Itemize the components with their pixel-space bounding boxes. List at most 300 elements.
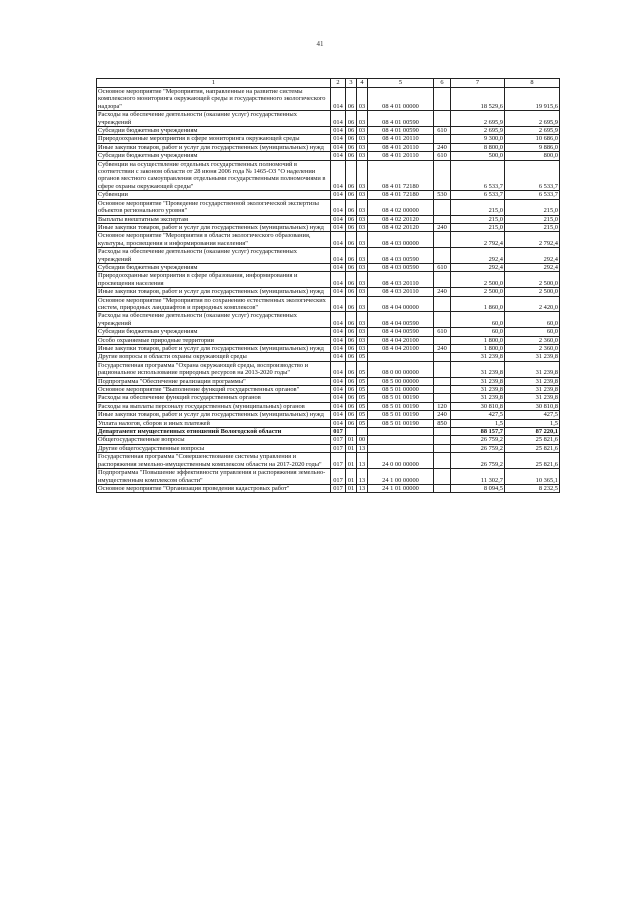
amount-year-2: 19 915,6 <box>505 88 560 111</box>
amount-year-1: 2 500,0 <box>451 288 505 296</box>
subsection-code: 03 <box>357 160 368 191</box>
section-code: 06 <box>346 312 357 328</box>
amount-year-2: 31 239,8 <box>505 353 560 361</box>
section-code: 06 <box>346 88 357 111</box>
subsection-code: 03 <box>357 328 368 336</box>
row-name: Субсидии бюджетным учреждениям <box>97 263 331 271</box>
amount-year-1: 6 533,7 <box>451 191 505 199</box>
row-name: Другие вопросы в области охраны окружающей среды <box>97 353 331 361</box>
row-name: Иные закупки товаров, работ и услуг для государственных (муниципальных) нужд <box>97 223 331 231</box>
target-article: 08 5 01 00190 <box>368 394 434 402</box>
row-name: Расходы на обеспечение деятельности (оказание услуг) государственных учреждений <box>97 312 331 328</box>
amount-year-1: 215,0 <box>451 199 505 215</box>
expense-type <box>434 111 451 127</box>
expense-type <box>434 361 451 377</box>
subsection-code: 05 <box>357 361 368 377</box>
table-row <box>97 336 560 344</box>
target-article <box>368 353 434 361</box>
header-cell: 7 <box>451 79 505 88</box>
row-name: Расходы на обеспечение деятельности (оказание услуг) государственных учреждений <box>97 248 331 264</box>
expense-type: 240 <box>434 143 451 151</box>
row-name: Подпрограмма "Обеспечение реализации программы" <box>97 377 331 385</box>
ved-code: 014 <box>331 402 346 410</box>
table-row <box>97 328 560 336</box>
ved-code: 014 <box>331 232 346 248</box>
section-code: 06 <box>346 232 357 248</box>
target-article <box>368 444 434 452</box>
section-code: 06 <box>346 152 357 160</box>
expense-type: 610 <box>434 152 451 160</box>
subsection-code: 03 <box>357 111 368 127</box>
expense-type: 610 <box>434 263 451 271</box>
ved-code: 014 <box>331 312 346 328</box>
row-name: Расходы на обеспечение функций государственных органов <box>97 394 331 402</box>
row-name: Основное мероприятие "Организация проведения кадастровых работ" <box>97 484 331 492</box>
expense-type <box>434 135 451 143</box>
expense-type <box>434 469 451 485</box>
target-article: 08 4 02 20120 <box>368 215 434 223</box>
ved-code: 014 <box>331 296 346 312</box>
ved-code: 014 <box>331 328 346 336</box>
section-code: 06 <box>346 336 357 344</box>
section-code: 06 <box>346 296 357 312</box>
row-name: Субсидии бюджетным учреждениям <box>97 152 331 160</box>
expense-type: 240 <box>434 223 451 231</box>
subsection-code: 13 <box>357 484 368 492</box>
ved-code: 014 <box>331 336 346 344</box>
table-row <box>97 111 560 127</box>
subsection-code: 03 <box>357 223 368 231</box>
subsection-code: 00 <box>357 436 368 444</box>
table-row <box>97 296 560 312</box>
section-code: 06 <box>346 272 357 288</box>
row-name: Основное мероприятие "Мероприятия в области экологического образования, культуры, просвещения и информирования населения" <box>97 232 331 248</box>
section-code: 06 <box>346 386 357 394</box>
ved-code: 014 <box>331 143 346 151</box>
row-name: Основное мероприятие "Выполнение функций государственных органов" <box>97 386 331 394</box>
table-row <box>97 160 560 191</box>
subsection-code: 03 <box>357 143 368 151</box>
section-code: 06 <box>346 160 357 191</box>
table-row <box>97 272 560 288</box>
expense-type: 240 <box>434 411 451 419</box>
row-name: Иные закупки товаров, работ и услуг для государственных (муниципальных) нужд <box>97 345 331 353</box>
target-article: 08 4 04 20100 <box>368 345 434 353</box>
section-code: 01 <box>346 453 357 469</box>
amount-year-2: 25 821,6 <box>505 436 560 444</box>
expense-type <box>434 484 451 492</box>
row-name: Иные закупки товаров, работ и услуг для государственных (муниципальных) нужд <box>97 288 331 296</box>
amount-year-2: 6 533,7 <box>505 160 560 191</box>
target-article: 08 4 01 72180 <box>368 160 434 191</box>
table-row <box>97 361 560 377</box>
subsection-code: 05 <box>357 402 368 410</box>
ved-code: 017 <box>331 484 346 492</box>
amount-year-2: 2 792,4 <box>505 232 560 248</box>
amount-year-2: 2 360,0 <box>505 336 560 344</box>
table-row <box>97 345 560 353</box>
table-row <box>97 199 560 215</box>
section-code <box>346 428 357 436</box>
table-row <box>97 312 560 328</box>
table-row <box>97 377 560 385</box>
section-code: 06 <box>346 199 357 215</box>
target-article: 08 5 01 00190 <box>368 402 434 410</box>
subsection-code: 03 <box>357 199 368 215</box>
ved-code: 014 <box>331 135 346 143</box>
amount-year-2: 215,0 <box>505 223 560 231</box>
amount-year-1: 31 239,8 <box>451 361 505 377</box>
header-cell: 6 <box>434 79 451 88</box>
section-code: 06 <box>346 419 357 427</box>
amount-year-1: 31 239,8 <box>451 394 505 402</box>
target-article: 08 5 00 00000 <box>368 377 434 385</box>
subsection-code: 05 <box>357 411 368 419</box>
table-row <box>97 135 560 143</box>
row-name: Основное мероприятие "Проведение государственной экологической экспертизы объектов регионального уровня" <box>97 199 331 215</box>
amount-year-2: 2 500,0 <box>505 288 560 296</box>
expense-type <box>434 272 451 288</box>
table-row <box>97 191 560 199</box>
amount-year-2: 215,0 <box>505 215 560 223</box>
amount-year-2: 9 886,0 <box>505 143 560 151</box>
expense-type: 530 <box>434 191 451 199</box>
subsection-code: 03 <box>357 152 368 160</box>
subsection-code: 03 <box>357 127 368 135</box>
amount-year-2: 2 500,0 <box>505 272 560 288</box>
expense-type <box>434 353 451 361</box>
target-article: 08 4 04 00590 <box>368 328 434 336</box>
amount-year-2: 25 821,6 <box>505 453 560 469</box>
row-name: Департамент имущественных отношений Вологодской области <box>97 428 331 436</box>
amount-year-1: 2 695,9 <box>451 111 505 127</box>
ved-code: 014 <box>331 223 346 231</box>
amount-year-2: 1,5 <box>505 419 560 427</box>
target-article: 08 4 01 00590 <box>368 111 434 127</box>
row-name: Иные закупки товаров, работ и услуг для государственных (муниципальных) нужд <box>97 411 331 419</box>
subsection-code: 03 <box>357 288 368 296</box>
table-row <box>97 402 560 410</box>
target-article: 08 4 04 00590 <box>368 312 434 328</box>
section-code: 06 <box>346 361 357 377</box>
amount-year-1: 8 094,5 <box>451 484 505 492</box>
table-row <box>97 444 560 452</box>
amount-year-2: 60,0 <box>505 312 560 328</box>
subsection-code: 05 <box>357 386 368 394</box>
header-cell: 4 <box>357 79 368 88</box>
subsection-code: 03 <box>357 191 368 199</box>
section-code: 01 <box>346 436 357 444</box>
amount-year-1: 9 300,0 <box>451 135 505 143</box>
ved-code: 017 <box>331 469 346 485</box>
target-article: 08 4 01 00590 <box>368 127 434 135</box>
table-row <box>97 127 560 135</box>
section-code: 06 <box>346 191 357 199</box>
budget-table <box>96 78 560 493</box>
table-row <box>97 232 560 248</box>
target-article <box>368 428 434 436</box>
expense-type <box>434 336 451 344</box>
target-article: 08 5 01 00000 <box>368 386 434 394</box>
amount-year-1: 26 759,2 <box>451 444 505 452</box>
table-row <box>97 223 560 231</box>
row-name: Основное мероприятие "Мероприятия, направленные на развитие системы комплексного мониторинга окружающей среды и государственного экологического надзора" <box>97 88 331 111</box>
target-article: 08 4 04 20100 <box>368 336 434 344</box>
section-code: 06 <box>346 215 357 223</box>
target-article: 08 4 03 00590 <box>368 263 434 271</box>
subsection-code: 05 <box>357 377 368 385</box>
ved-code: 017 <box>331 436 346 444</box>
expense-type: 610 <box>434 127 451 135</box>
expense-type: 610 <box>434 328 451 336</box>
header-cell: 8 <box>505 79 560 88</box>
ved-code: 017 <box>331 453 346 469</box>
amount-year-1: 215,0 <box>451 223 505 231</box>
amount-year-1: 60,0 <box>451 312 505 328</box>
row-name: Субсидии бюджетным учреждениям <box>97 328 331 336</box>
table-row <box>97 288 560 296</box>
table-row <box>97 428 560 436</box>
target-article: 08 4 02 20120 <box>368 223 434 231</box>
subsection-code: 03 <box>357 263 368 271</box>
table-row <box>97 263 560 271</box>
budget-sheet <box>96 78 559 493</box>
amount-year-1: 1 800,0 <box>451 345 505 353</box>
row-name: Выплаты внештатным экспертам <box>97 215 331 223</box>
amount-year-1: 2 500,0 <box>451 272 505 288</box>
subsection-code: 03 <box>357 296 368 312</box>
expense-type <box>434 160 451 191</box>
amount-year-2: 2 695,9 <box>505 111 560 127</box>
table-row <box>97 394 560 402</box>
ved-code: 014 <box>331 394 346 402</box>
row-name: Общегосударственные вопросы <box>97 436 331 444</box>
subsection-code: 13 <box>357 444 368 452</box>
amount-year-1: 31 239,8 <box>451 377 505 385</box>
target-article: 08 4 01 00000 <box>368 88 434 111</box>
section-code: 01 <box>346 444 357 452</box>
ved-code: 014 <box>331 152 346 160</box>
target-article: 24 1 00 00000 <box>368 469 434 485</box>
row-name: Расходы на выплаты персоналу государственных (муниципальных) органов <box>97 402 331 410</box>
table-row <box>97 143 560 151</box>
subsection-code: 03 <box>357 312 368 328</box>
section-code: 06 <box>346 223 357 231</box>
table-row <box>97 436 560 444</box>
ved-code: 014 <box>331 411 346 419</box>
row-name: Природоохранные мероприятия в сфере образования, информирования и просвещения населения <box>97 272 331 288</box>
expense-type <box>434 312 451 328</box>
expense-type <box>434 436 451 444</box>
ved-code: 017 <box>331 428 346 436</box>
amount-year-1: 292,4 <box>451 263 505 271</box>
target-article: 08 5 01 00190 <box>368 411 434 419</box>
amount-year-2: 2 360,0 <box>505 345 560 353</box>
amount-year-2: 25 821,6 <box>505 444 560 452</box>
ved-code: 014 <box>331 361 346 377</box>
expense-type: 120 <box>434 402 451 410</box>
expense-type <box>434 88 451 111</box>
subsection-code: 03 <box>357 135 368 143</box>
row-name: Расходы на обеспечение деятельности (оказание услуг) государственных учреждений <box>97 111 331 127</box>
ved-code: 014 <box>331 199 346 215</box>
row-name: Иные закупки товаров, работ и услуг для государственных (муниципальных) нужд <box>97 143 331 151</box>
expense-type <box>434 386 451 394</box>
table-row <box>97 248 560 264</box>
ved-code: 014 <box>331 111 346 127</box>
subsection-code: 03 <box>357 232 368 248</box>
ved-code: 014 <box>331 191 346 199</box>
expense-type: 240 <box>434 288 451 296</box>
section-code: 06 <box>346 377 357 385</box>
target-article: 08 0 00 00000 <box>368 361 434 377</box>
target-article: 24 1 01 00000 <box>368 484 434 492</box>
row-name: Подпрограмма "Повышение эффективности управления и распоряжения земельно-имущественным комплексом области" <box>97 469 331 485</box>
row-name: Государственная программа "Охрана окружающей среды, воспроизводство и рациональное использование природных ресурсов на 2013-2020 годы" <box>97 361 331 377</box>
amount-year-1: 1 800,0 <box>451 336 505 344</box>
page-number: 41 <box>316 40 324 48</box>
table-row <box>97 88 560 111</box>
amount-year-1: 26 759,2 <box>451 453 505 469</box>
ved-code: 014 <box>331 353 346 361</box>
target-article: 08 4 01 20110 <box>368 152 434 160</box>
amount-year-1: 26 759,2 <box>451 436 505 444</box>
amount-year-2: 2 420,0 <box>505 296 560 312</box>
table-row <box>97 419 560 427</box>
section-code: 06 <box>346 135 357 143</box>
subsection-code: 13 <box>357 453 368 469</box>
amount-year-2: 87 220,1 <box>505 428 560 436</box>
amount-year-2: 8 232,5 <box>505 484 560 492</box>
subsection-code: 13 <box>357 469 368 485</box>
expense-type <box>434 215 451 223</box>
amount-year-1: 427,5 <box>451 411 505 419</box>
amount-year-1: 31 239,8 <box>451 353 505 361</box>
target-article: 08 4 01 20110 <box>368 143 434 151</box>
amount-year-2: 60,0 <box>505 328 560 336</box>
amount-year-2: 10 365,1 <box>505 469 560 485</box>
amount-year-1: 18 529,6 <box>451 88 505 111</box>
target-article: 08 4 02 00000 <box>368 199 434 215</box>
amount-year-2: 2 695,9 <box>505 127 560 135</box>
amount-year-1: 2 792,4 <box>451 232 505 248</box>
section-code: 06 <box>346 411 357 419</box>
subsection-code <box>357 428 368 436</box>
row-name: Государственная программа "Совершенствование системы управления и распоряжения земельно-имущественным комплексом области на 2017-2020 годы" <box>97 453 331 469</box>
section-code: 01 <box>346 484 357 492</box>
amount-year-2: 31 239,8 <box>505 386 560 394</box>
row-name: Особо охраняемые природные территории <box>97 336 331 344</box>
row-name: Основное мероприятие "Мероприятия по сохранению естественных экологических систем, природных ландшафтов и природных комплексов" <box>97 296 331 312</box>
section-code: 06 <box>346 345 357 353</box>
amount-year-1: 215,0 <box>451 215 505 223</box>
amount-year-1: 30 810,8 <box>451 402 505 410</box>
target-article: 08 4 03 20110 <box>368 288 434 296</box>
expense-type <box>434 453 451 469</box>
expense-type: 240 <box>434 345 451 353</box>
ved-code: 014 <box>331 248 346 264</box>
amount-year-2: 292,4 <box>505 263 560 271</box>
amount-year-1: 88 157,7 <box>451 428 505 436</box>
section-code: 06 <box>346 127 357 135</box>
amount-year-1: 11 302,7 <box>451 469 505 485</box>
ved-code: 014 <box>331 377 346 385</box>
subsection-code: 03 <box>357 248 368 264</box>
expense-type <box>434 232 451 248</box>
section-code: 06 <box>346 143 357 151</box>
ved-code: 017 <box>331 444 346 452</box>
header-cell: 2 <box>331 79 346 88</box>
subsection-code: 03 <box>357 88 368 111</box>
amount-year-2: 31 239,8 <box>505 377 560 385</box>
ved-code: 014 <box>331 160 346 191</box>
section-code: 06 <box>346 288 357 296</box>
amount-year-2: 292,4 <box>505 248 560 264</box>
target-article: 08 4 01 20110 <box>368 135 434 143</box>
row-name: Природоохранные мероприятия в сфере мониторинга окружающей среды <box>97 135 331 143</box>
table-row <box>97 453 560 469</box>
section-code: 06 <box>346 328 357 336</box>
header-cell: 5 <box>368 79 434 88</box>
table-body <box>97 88 560 493</box>
section-code: 06 <box>346 402 357 410</box>
header-cell: 3 <box>346 79 357 88</box>
section-code: 01 <box>346 469 357 485</box>
section-code: 06 <box>346 248 357 264</box>
ved-code: 014 <box>331 345 346 353</box>
target-article: 08 4 03 20110 <box>368 272 434 288</box>
target-article: 08 4 04 00000 <box>368 296 434 312</box>
expense-type <box>434 377 451 385</box>
row-name: Субсидии бюджетным учреждениям <box>97 127 331 135</box>
target-article: 24 0 00 00000 <box>368 453 434 469</box>
table-row <box>97 152 560 160</box>
amount-year-1: 60,0 <box>451 328 505 336</box>
subsection-code: 05 <box>357 419 368 427</box>
amount-year-2: 215,0 <box>505 199 560 215</box>
subsection-code: 03 <box>357 336 368 344</box>
target-article: 08 5 01 00190 <box>368 419 434 427</box>
amount-year-2: 31 239,8 <box>505 361 560 377</box>
section-code: 06 <box>346 353 357 361</box>
expense-type <box>434 296 451 312</box>
ved-code: 014 <box>331 127 346 135</box>
amount-year-1: 1,5 <box>451 419 505 427</box>
amount-year-2: 427,5 <box>505 411 560 419</box>
subsection-code: 03 <box>357 345 368 353</box>
amount-year-2: 30 810,8 <box>505 402 560 410</box>
ved-code: 014 <box>331 88 346 111</box>
section-code: 06 <box>346 111 357 127</box>
target-article <box>368 436 434 444</box>
target-article: 08 4 01 72180 <box>368 191 434 199</box>
amount-year-2: 6 533,7 <box>505 191 560 199</box>
amount-year-1: 1 860,0 <box>451 296 505 312</box>
table-header-row <box>97 79 560 88</box>
expense-type <box>434 199 451 215</box>
row-name: Уплата налогов, сборов и иных платежей <box>97 419 331 427</box>
table-row <box>97 469 560 485</box>
row-name: Другие общегосударственные вопросы <box>97 444 331 452</box>
target-article: 08 4 03 00000 <box>368 232 434 248</box>
amount-year-1: 292,4 <box>451 248 505 264</box>
table-row <box>97 484 560 492</box>
expense-type <box>434 444 451 452</box>
table-row <box>97 386 560 394</box>
section-code: 06 <box>346 263 357 271</box>
row-name: Субвенции <box>97 191 331 199</box>
row-name: Субвенции на осуществление отдельных государственных полномочий в соответствии с законом области от 28 июня 2006 года № 1465-ОЗ "О наделении органов местного самоуправления отдельными государственными полномочиями в сфере охраны окружающей среды" <box>97 160 331 191</box>
